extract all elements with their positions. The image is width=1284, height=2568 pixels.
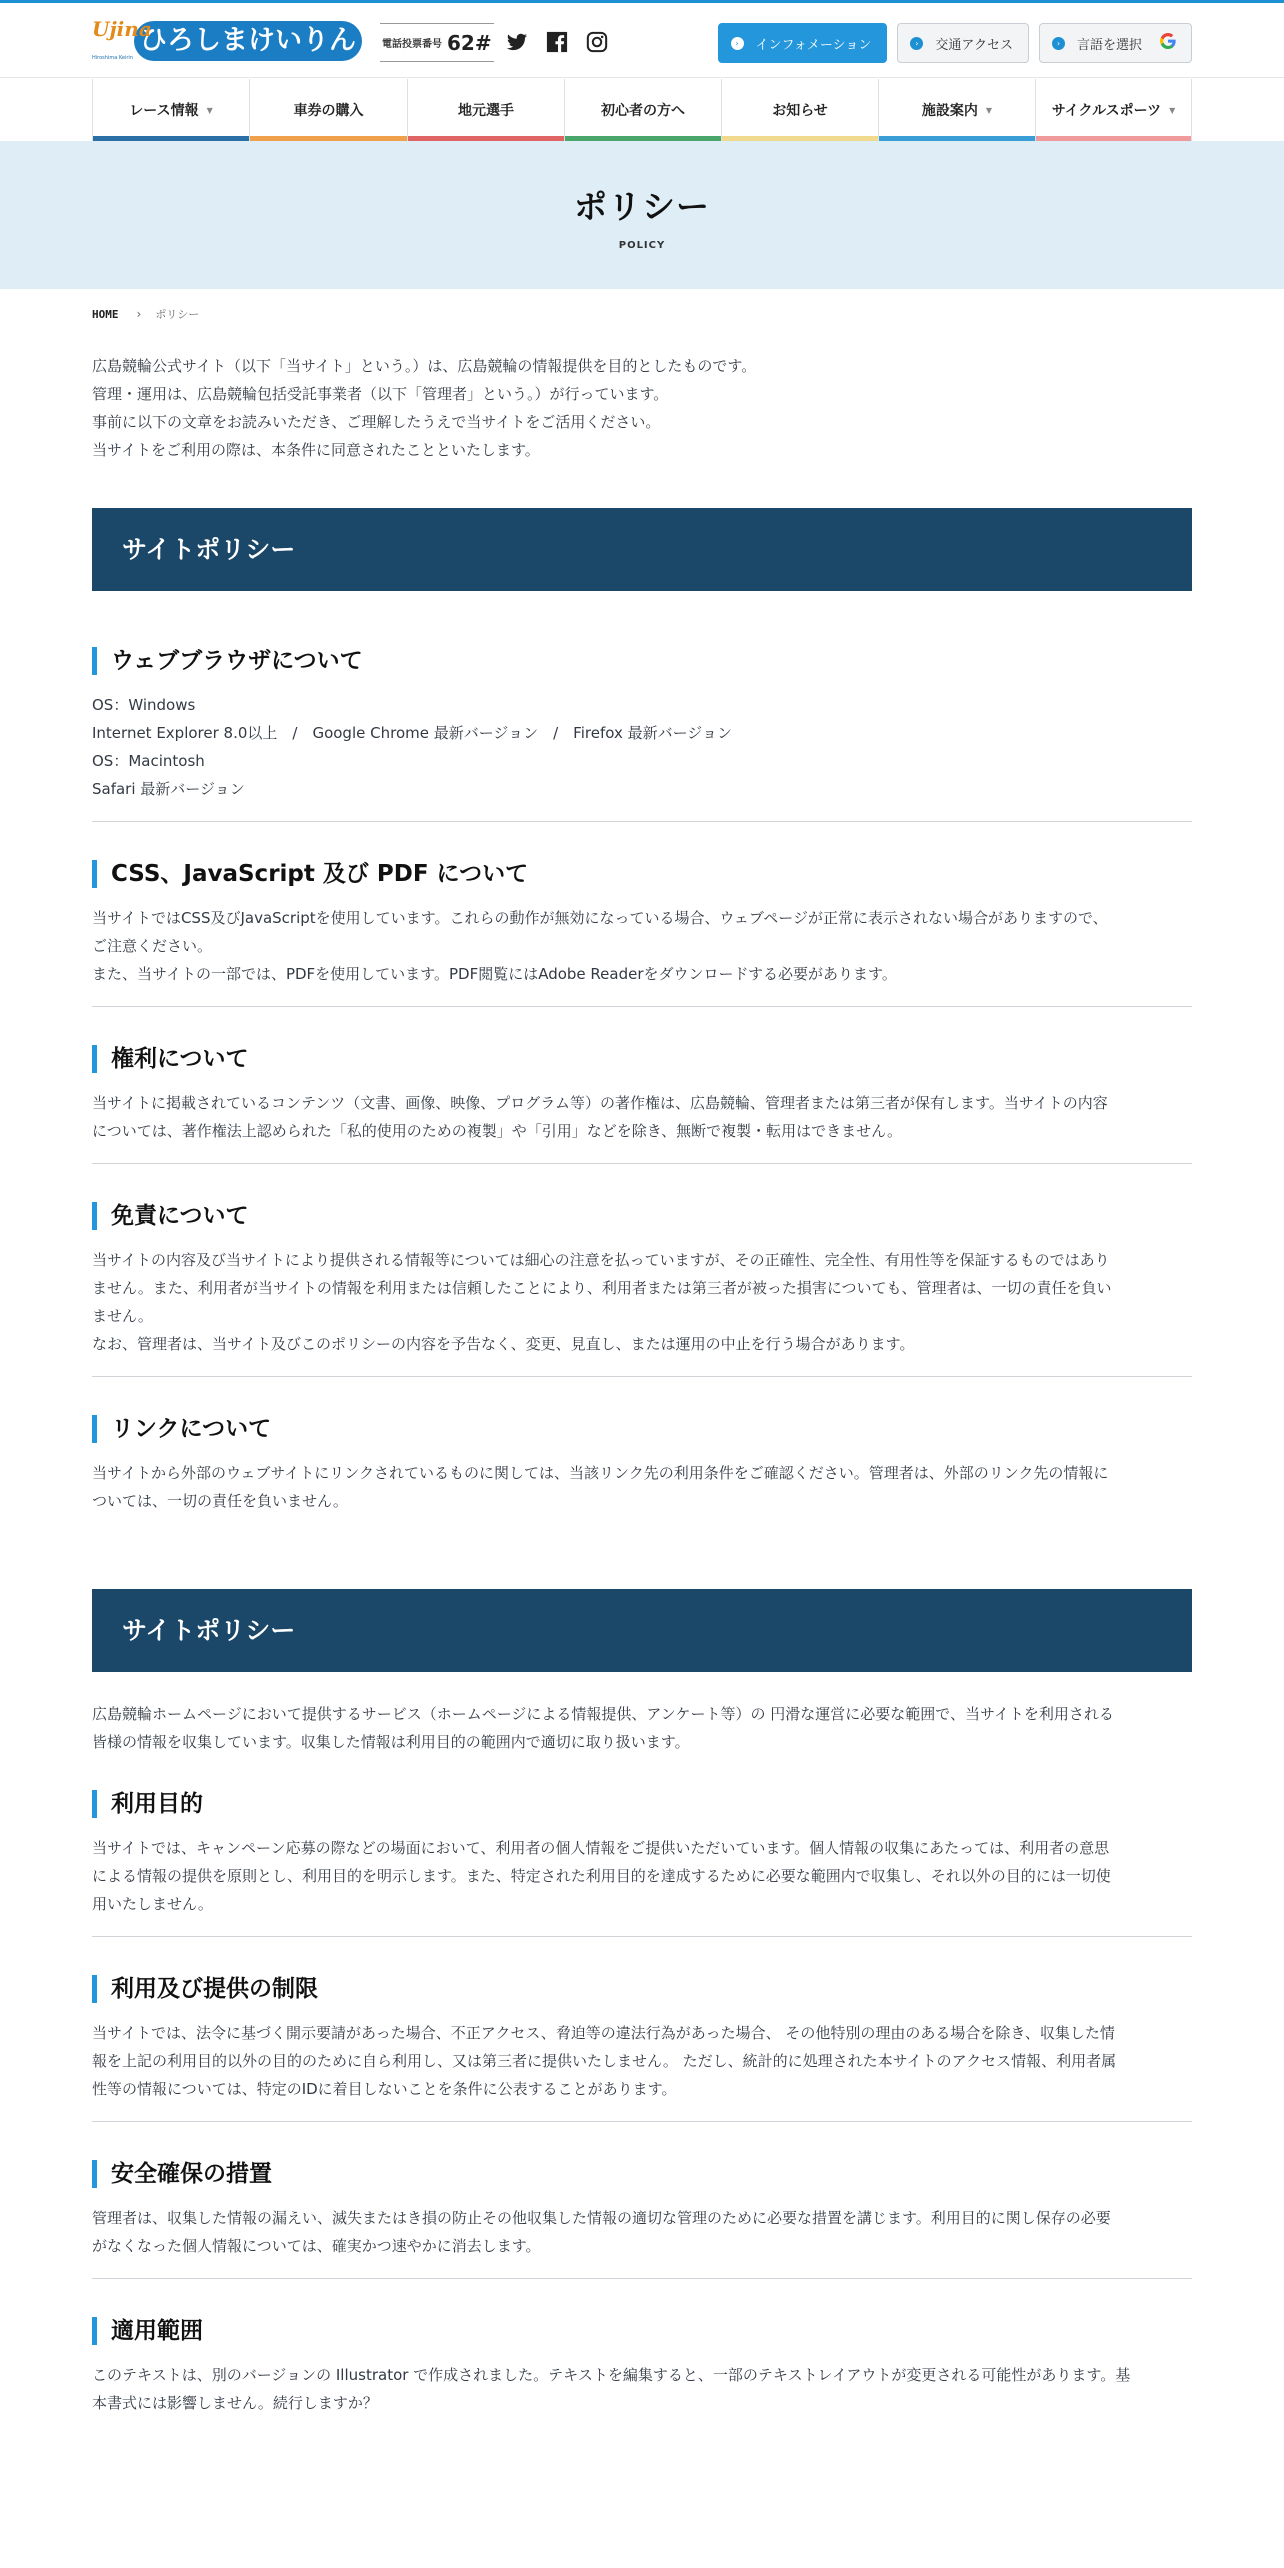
privacy-lead-line: 皆様の情報を収集しています。収集した情報は利用目的の範囲内で適切に取り扱います。: [92, 1733, 690, 1751]
security-section: [92, 2160, 1192, 2260]
logo-text: ひろしまけいりん: [134, 21, 362, 61]
chevron-right-icon: ›: [136, 307, 142, 321]
facebook-icon[interactable]: [546, 31, 568, 53]
intro-line: 当サイトをご利用の際は、本条件に同意されたことといたします。: [92, 441, 540, 459]
scope-line: 本書式には影響しません。続行しますか？: [92, 2394, 378, 2412]
browser-heading: ウェブブラウザについて: [92, 647, 1192, 675]
phone-label: 電話投票番号: [382, 39, 442, 50]
browser-line: OS：Macintosh: [92, 752, 205, 770]
caret-down-icon: ▼: [985, 105, 993, 115]
instagram-icon[interactable]: [586, 31, 608, 53]
nav-label: お知らせ: [772, 103, 828, 119]
limits-line: 報を上記の利用目的以外の目的のために自ら利用し、又は第三者に提供いたしません。 ただし、統計的に処理された本サイトのアクセス情報、利用者属: [92, 2052, 1117, 2070]
twitter-icon[interactable]: [506, 31, 528, 53]
rights-line: については、著作権法上認められた「私的使用のための複製」や「引用」などを除き、無断で複製・転用はできません。: [92, 1122, 903, 1140]
css-js-pdf-section: [92, 860, 1192, 988]
information-button[interactable]: [718, 23, 888, 63]
links-line: ついては、一切の責任を負いません。: [92, 1492, 348, 1510]
rights-line: 当サイトに掲載されているコンテンツ（文書、画像、映像、プログラム等）の著作権は、広島競輪、管理者または第三者が保有します。当サイトの内容: [92, 1094, 1108, 1112]
usage-limits-heading: 利用及び提供の制限: [92, 1975, 1192, 2003]
nav-label: 地元選手: [458, 103, 514, 119]
language-button[interactable]: [1039, 23, 1192, 63]
page-hero: [0, 141, 1284, 289]
info-icon: ›: [731, 37, 744, 50]
security-line: 管理者は、収集した情報の漏えい、滅失またはき損の防止その他収集した情報の適切な管理のために必要な措置を講じます。利用目的に関し保存の必要: [92, 2209, 1111, 2227]
nav-label: 施設案内: [921, 103, 978, 119]
privacy-lead: [92, 1700, 1192, 1756]
links-heading: リンクについて: [92, 1415, 1192, 1443]
purpose-heading: 利用目的: [92, 1790, 1192, 1818]
divider: [92, 2278, 1192, 2279]
intro-line: 事前に以下の文章をお読みいただき、ご理解したうえで当サイトをご活用ください。: [92, 413, 661, 431]
caret-down-icon: ▼: [1169, 105, 1176, 115]
security-heading: 安全確保の措置: [92, 2160, 1192, 2188]
rights-heading: 権利について: [92, 1045, 1192, 1073]
nav-item-local-riders[interactable]: [407, 79, 564, 141]
browser-section: [92, 647, 1192, 803]
header-buttons: [718, 23, 1192, 63]
phone-voting-number: [380, 23, 494, 62]
logo-subtitle: Hiroshima Keirin: [92, 55, 133, 61]
nav-item-ticket-purchase[interactable]: [249, 79, 407, 141]
breadcrumb-current: ポリシー: [155, 308, 200, 321]
language-icon: ›: [1052, 37, 1065, 50]
main-content: [92, 352, 1192, 2417]
access-label: 交通アクセス: [935, 37, 1013, 53]
css-line: また、当サイトの一部では、PDFを使用しています。PDF閲覧にはAdobe Readerをダウンロードする必要があります。: [92, 965, 897, 983]
site-policy-heading-2: サイトポリシー: [92, 1589, 1192, 1672]
nav-label: 車券の購入: [293, 103, 364, 119]
logo-brand: Ujina: [92, 17, 152, 41]
purpose-line: による情報の提供を原則とし、利用目的を明示します。また、特定された利用目的を達成するために必要な範囲内で収集し、それ以外の目的には一切使: [92, 1867, 1111, 1885]
css-line: 当サイトではCSS及びJavaScriptを使用しています。これらの動作が無効になっている場合、ウェブページが正常に表示されない場合がありますので、: [92, 909, 1108, 927]
links-line: 当サイトから外部のウェブサイトにリンクされているものに関しては、当該リンク先の利用条件をご確認ください。管理者は、外部のリンク先の情報に: [92, 1464, 1109, 1482]
caret-down-icon: ▼: [206, 105, 213, 115]
disclaimer-line: なお、管理者は、当サイト及びこのポリシーの内容を予告なく、変更、見直し、または運用の中止を行う場合があります。: [92, 1335, 915, 1353]
limits-line: 性等の情報については、特定のIDに着目しないことを条件に公表することがあります。: [92, 2080, 677, 2098]
nav-label: レース情報: [129, 103, 199, 119]
links-section: [92, 1415, 1192, 1515]
css-js-pdf-heading: CSS、JavaScript 及び PDF について: [92, 860, 1192, 888]
css-line: ご注意ください。: [92, 937, 213, 955]
rights-section: [92, 1045, 1192, 1145]
divider: [92, 1936, 1192, 1937]
logo-mark: [92, 17, 152, 65]
intro-line: 広島競輪公式サイト（以下「当サイト」という。）は、広島競輪の情報提供を目的としたものです。: [92, 357, 757, 375]
security-line: がなくなった個人情報については、確実かつ速やかに消去します。: [92, 2237, 541, 2255]
page-title: ポリシー: [574, 187, 710, 226]
divider: [92, 2121, 1192, 2122]
social-links: [506, 31, 608, 53]
nav-item-facilities[interactable]: [878, 79, 1035, 141]
global-nav: [92, 79, 1192, 141]
divider: [92, 1376, 1192, 1377]
nav-item-cycle-sports[interactable]: [1035, 79, 1192, 141]
breadcrumb: [92, 306, 199, 322]
browser-line: Safari 最新バージョン: [92, 780, 245, 798]
scope-section: [92, 2317, 1192, 2417]
nav-label: サイクルスポーツ: [1051, 103, 1162, 119]
disclaimer-line: ません。また、利用者が当サイトの情報を利用または信頼したことにより、利用者または第三者が被った損害についても、管理者は、一切の責任を負い: [92, 1279, 1112, 1297]
purpose-section: [92, 1790, 1192, 1918]
information-label: インフォメーション: [755, 37, 872, 53]
phone-number: 62#: [447, 30, 492, 55]
site-logo[interactable]: [92, 17, 362, 65]
disclaimer-section: [92, 1202, 1192, 1358]
intro-text: [92, 352, 1192, 464]
access-icon: ›: [910, 37, 923, 50]
purpose-line: 当サイトでは、キャンペーン応募の際などの場面において、利用者の個人情報をご提供いただいています。個人情報の収集にあたっては、利用者の意思: [92, 1839, 1110, 1857]
breadcrumb-home-link[interactable]: HOME: [92, 307, 119, 321]
site-header: [0, 3, 1284, 78]
disclaimer-heading: 免責について: [92, 1202, 1192, 1230]
disclaimer-line: ません。: [92, 1307, 153, 1325]
divider: [92, 821, 1192, 822]
disclaimer-line: 当サイトの内容及び当サイトにより提供される情報等については細心の注意を払っていますが、その正確性、完全性、有用性等を保証するものではあり: [92, 1251, 1110, 1269]
divider: [92, 1163, 1192, 1164]
page-subtitle: POLICY: [618, 240, 666, 251]
privacy-lead-line: 広島競輪ホームページにおいて提供するサービス（ホームページによる情報提供、アンケート等）の 円滑な運営に必要な範囲で、当サイトを利用される: [92, 1705, 1114, 1723]
nav-item-news[interactable]: [721, 79, 878, 141]
intro-line: 管理・運用は、広島競輪包括受託事業者（以下「管理者」という。）が行っています。: [92, 385, 669, 403]
google-icon: [1160, 33, 1176, 53]
purpose-line: 用いたしません。: [92, 1895, 213, 1913]
site-policy-heading: サイトポリシー: [92, 508, 1192, 591]
nav-label: 初心者の方へ: [601, 103, 685, 119]
divider: [92, 1006, 1192, 1007]
limits-line: 当サイトでは、法令に基づく開示要請があった場合、不正アクセス、脅迫等の違法行為があった場合、 その他特別の理由のある場合を除き、収集した情: [92, 2024, 1115, 2042]
nav-item-race-info[interactable]: [92, 79, 249, 141]
usage-limits-section: [92, 1975, 1192, 2103]
nav-item-beginners[interactable]: [564, 79, 721, 141]
scope-heading: 適用範囲: [92, 2317, 1192, 2345]
scope-line: このテキストは、別のバージョンの Illustrator で作成されました。テキストを編集すると、一部のテキストレイアウトが変更される可能性があります。基: [92, 2366, 1131, 2384]
language-label: 言語を選択: [1076, 37, 1142, 53]
access-button[interactable]: [897, 23, 1029, 63]
browser-line: Internet Explorer 8.0以上 / Google Chrome 最新バージョン / Firefox 最新バージョン: [92, 724, 732, 742]
browser-line: OS：Windows: [92, 696, 196, 714]
